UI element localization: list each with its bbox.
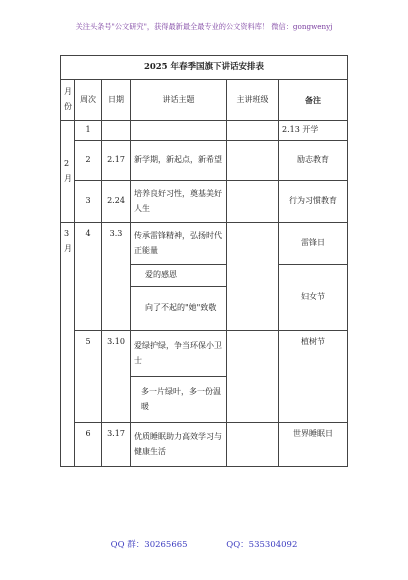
topic-cell: 优质睡眠助力高效学习与健康生活 (131, 423, 227, 467)
header-class: 主讲班级 (227, 80, 279, 121)
week-cell: 6 (75, 423, 102, 467)
topic-cell (131, 121, 227, 141)
date-cell: 2.17 (102, 141, 131, 181)
month-cell-mar: 3 月 (61, 223, 75, 467)
week-cell: 4 (75, 223, 102, 331)
week-cell: 3 (75, 181, 102, 223)
qq-text: QQ：535304092 (226, 540, 298, 550)
class-cell (227, 423, 279, 467)
table-row (61, 223, 348, 265)
remark-cell: 植树节 (279, 331, 348, 423)
table-header-row (61, 80, 348, 121)
remark-cell: 世界睡眠日 (279, 423, 348, 467)
table-title-row (61, 56, 348, 80)
remark-cell: 2.13 开学 (279, 121, 348, 141)
footer-contact (0, 538, 408, 550)
remark-cell: 雷锋日 (279, 223, 348, 265)
date-cell: 3.17 (102, 423, 131, 467)
class-cell (227, 181, 279, 223)
table-row (61, 331, 348, 377)
remark-cell: 行为习惯教育 (279, 181, 348, 223)
remark-cell: 励志教育 (279, 141, 348, 181)
class-cell (227, 223, 279, 331)
qq-group-text: QQ 群：30265665 (110, 540, 188, 550)
class-cell (227, 331, 279, 423)
class-cell (227, 121, 279, 141)
topic-cell: 多一片绿叶，多一份温暖 (131, 377, 227, 423)
week-cell: 1 (75, 121, 102, 141)
topic-cell: 向了不起的"她"致敬 (131, 287, 227, 331)
header-topic: 讲话主题 (131, 80, 227, 121)
topic-cell: 爱的感恩 (131, 265, 227, 287)
topic-cell: 爱绿护绿，争当环保小卫士 (131, 331, 227, 377)
class-cell (227, 141, 279, 181)
table-row (61, 141, 348, 181)
table-row (61, 423, 348, 467)
header-note: 关注头条号"公文研究"，获得最新最全最专业的公文资料库！ 微信：gongwenyj (75, 22, 333, 31)
header-remark: 备注 (279, 80, 348, 121)
month-cell-feb: 2 月 (61, 121, 75, 223)
date-cell: 2.24 (102, 181, 131, 223)
header-date: 日期 (102, 80, 131, 121)
table-title: 2025 年春季国旗下讲话安排表 (61, 56, 348, 80)
date-cell: 3.3 (102, 223, 131, 331)
table-row (61, 181, 348, 223)
topic-cell: 培养良好习性，奠基美好人生 (131, 181, 227, 223)
schedule-table (60, 55, 348, 467)
header-month: 月份 (61, 80, 75, 121)
table-row (61, 121, 348, 141)
remark-cell: 妇女节 (279, 265, 348, 331)
week-cell: 5 (75, 331, 102, 423)
topic-cell: 新学期，新起点，新希望 (131, 141, 227, 181)
topic-cell: 传承雷锋精神，弘扬时代正能量 (131, 223, 227, 265)
week-cell: 2 (75, 141, 102, 181)
header-week: 周次 (75, 80, 102, 121)
date-cell (102, 121, 131, 141)
date-cell: 3.10 (102, 331, 131, 423)
